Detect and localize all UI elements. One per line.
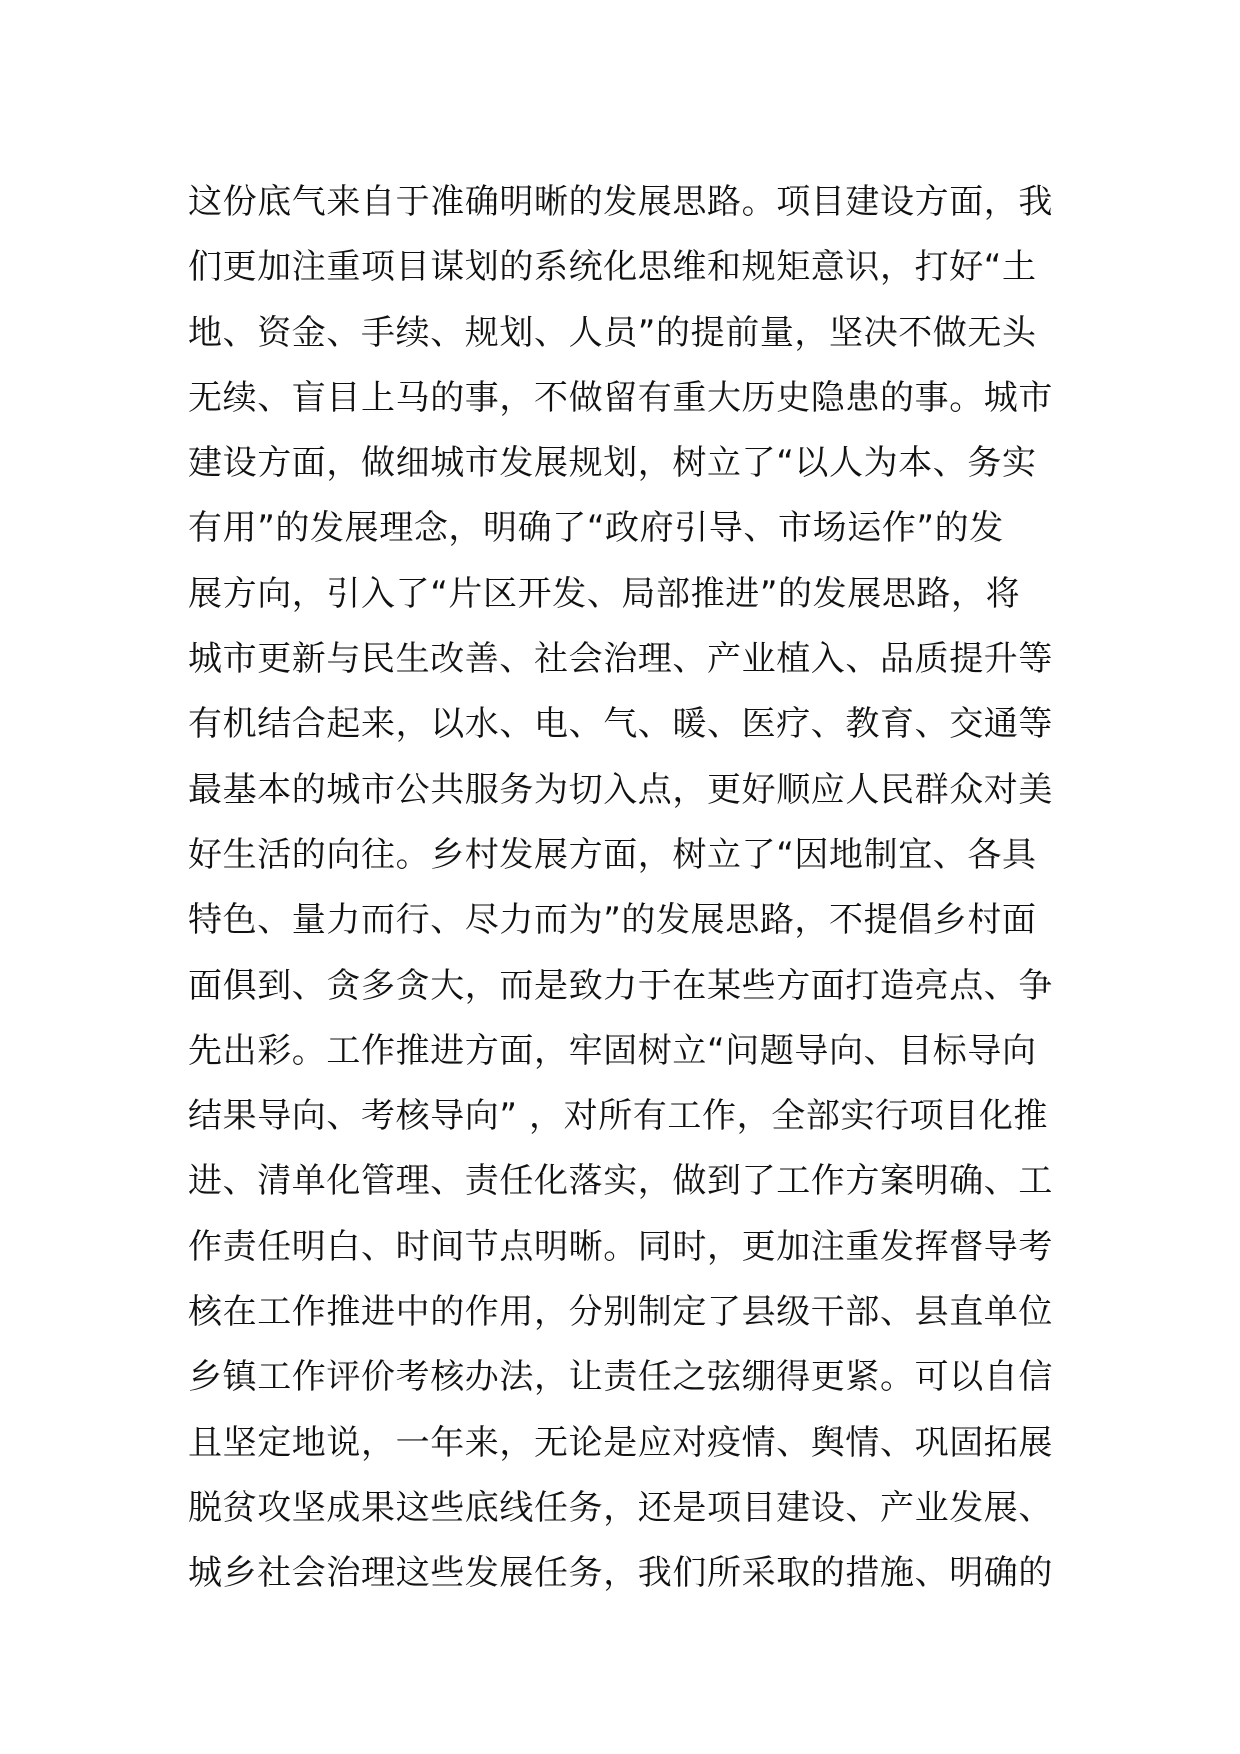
- text-line-7: 展方向，引入了“片区开发、局部推进”的发展思路，将: [188, 573, 1021, 614]
- text-line-21: 脱贫攻坚成果这些底线任务，还是项目建设、产业发展、: [188, 1487, 1053, 1528]
- text-line-20: 且坚定地说，一年来，无论是应对疫情、舆情、巩固拓展: [188, 1422, 1053, 1463]
- text-line-3: 地、资金、手续、规划、人员”的提前量，坚决不做无头: [188, 312, 1037, 353]
- text-line-9: 有机结合起来，以水、电、气、暖、医疗、教育、交通等: [188, 704, 1053, 745]
- text-line-4: 无续、盲目上马的事，不做留有重大历史隐患的事。城市: [188, 377, 1053, 418]
- text-line-14: 先出彩。工作推进方面，牢固树立“问题导向、目标导向: [188, 1030, 1037, 1071]
- text-line-11: 好生活的向往。乡村发展方面，树立了“因地制宜、各具: [188, 834, 1037, 875]
- text-line-15: 结果导向、考核导向” ，对所有工作，全部实行项目化推: [188, 1096, 1049, 1137]
- text-line-16: 进、清单化管理、责任化落实，做到了工作方案明确、工: [188, 1161, 1053, 1202]
- text-line-8: 城市更新与民生改善、社会治理、产业植入、品质提升等: [188, 639, 1053, 680]
- text-line-13: 面俱到、贪多贪大，而是致力于在某些方面打造亮点、争: [188, 965, 1053, 1006]
- text-line-10: 最基本的城市公共服务为切入点，更好顺应人民群众对美: [188, 769, 1053, 810]
- text-line-18: 核在工作推进中的作用，分别制定了县级干部、县直单位: [188, 1292, 1053, 1333]
- text-line-12: 特色、量力而行、尽力而为”的发展思路，不提倡乡村面: [188, 900, 1037, 941]
- text-line-22: 城乡社会治理这些发展任务，我们所采取的措施、明确的: [188, 1553, 1053, 1594]
- text-line-19: 乡镇工作评价考核办法，让责任之弦绷得更紧。可以自信: [188, 1357, 1053, 1398]
- body-paragraph: [188, 170, 1068, 1607]
- text-line-1: 这份底气来自于准确明晰的发展思路。项目建设方面，我: [188, 182, 1053, 222]
- text-line-2: 们更加注重项目谋划的系统化思维和规矩意识，打好“土: [188, 247, 1037, 288]
- text-line-5: 建设方面，做细城市发展规划，树立了“以人为本、务实: [188, 443, 1037, 484]
- text-line-6: 有用”的发展理念，明确了“政府引导、市场运作”的发: [188, 508, 1004, 549]
- text-line-17: 作责任明白、时间节点明晰。同时，更加注重发挥督导考: [188, 1226, 1053, 1267]
